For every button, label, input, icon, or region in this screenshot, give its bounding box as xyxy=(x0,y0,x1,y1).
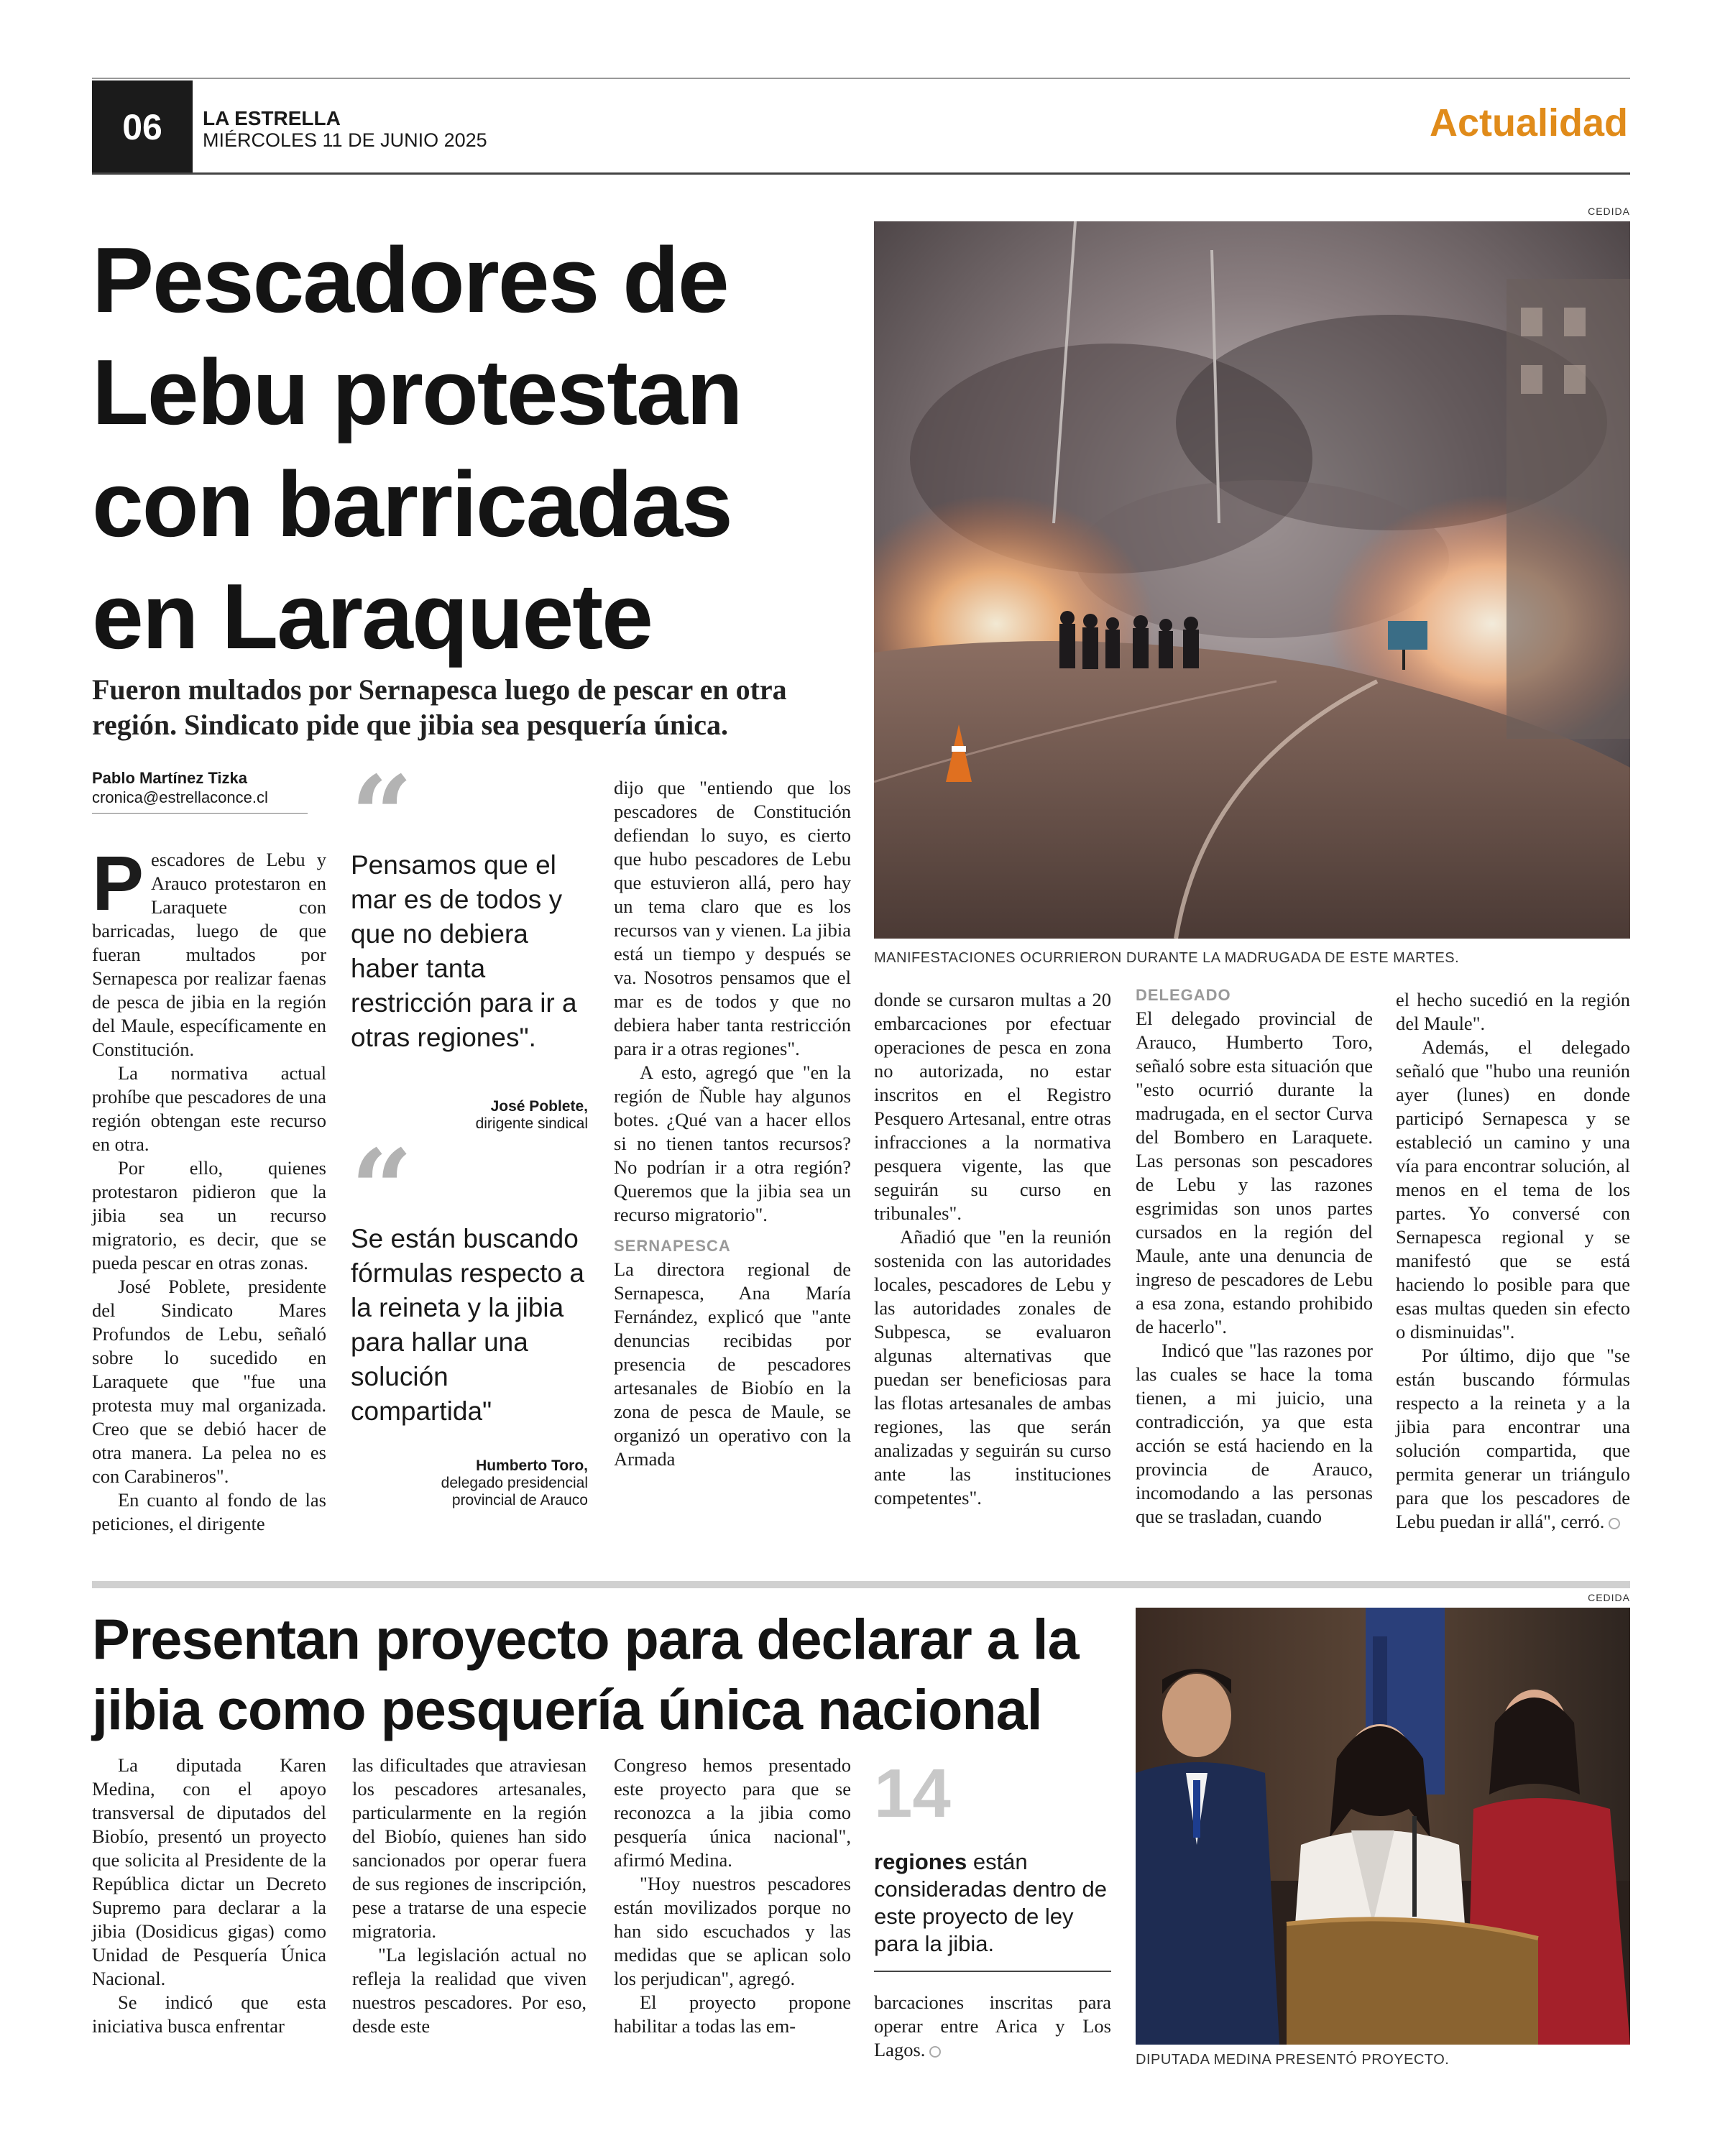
stat-description: regiones están consideradas dentro de este proyecto de ley para la jibia. xyxy=(874,1849,1108,1956)
quote-attribution: José Poblete, dirigente sindical xyxy=(475,1098,588,1132)
article2-column-2: las dificultades que atraviesan los pescadores artesanales, particularmente en la región del Biobío, quienes han sido sancionados por operar fuera de sus regiones de inscripción, pese a tratarse de una especie migratoria. "La legislación actual no refleja la realidad que viven nuestros pescadores. Por eso, desde este xyxy=(352,1754,586,2037)
article1-column-5: DELEGADO El delegado provincial de Arauco, Humberto Toro, señaló sobre esta situación que "esto ocurrió durante la madrugada, en el sector Curva del Bombero en Laraquete. Las personas son pescadores de Lebu y las razones esgrimidas son unos partes cursados en la región del Maule, ante una denuncia de ingreso de pescadores de Lebu a esa zona, estando prohibido de hacerlo". Indicó que "las razones por las cuales se hace la toma tienen, a mi juicio, una contradicción, ya que esta acción se está haciendo en la provincia de Arauco, incomodando a las personas que se trasladan, cuando xyxy=(1136,983,1373,1529)
photo-caption: MANIFESTACIONES OCURRIERON DURANTE LA MADRUGADA DE ESTE MARTES. xyxy=(874,950,1460,966)
deputy-press-photo xyxy=(1136,1608,1630,2045)
publication-date: MIÉRCOLES 11 DE JUNIO 2025 xyxy=(203,129,487,151)
header-bottom-rule xyxy=(92,172,1630,175)
stat-box xyxy=(874,1755,1111,1972)
main-headline: Pescadores de Lebu protestan con barricadas en Laraquete xyxy=(92,229,742,668)
drop-cap: P xyxy=(92,839,144,926)
stat-number: 14 xyxy=(874,1755,951,1832)
photo-credit: CEDIDA xyxy=(1588,206,1630,217)
article2-column-4: barcaciones inscritas para operar entre Arica y Los Lagos. xyxy=(874,1991,1111,2060)
author-email: cronica@estrellaconce.cl xyxy=(92,788,268,806)
quote-mark-icon: “ xyxy=(351,752,413,879)
subsection-heading: DELEGADO xyxy=(1136,986,1231,1004)
quote-text: Se están buscando fórmulas respecto a la reineta y la jibia para hallar una solución compartida" xyxy=(351,1224,584,1426)
quote-text: Pensamos que el mar es de todos y que no debiera haber tanta restricción para ir a otras regiones". xyxy=(351,850,577,1052)
article1-column-3: dijo que "entiendo que los pescadores de Constitución defiendan lo suyo, es cierto que hubo pescadores de Lebu que estuvieron allá, pero hay un tema claro que es los recursos van y vienen. La jibia está un tiempo y después se va. Nosotros pensamos que el mar es de todos y que no debiera haber tanta restricción para ir a otras regiones". A esto, agregó que "en la región de Ñuble hay algunos botes. ¿Qué van a hacer ellos si no tienen tantos recursos? No podrían ir a otra región? Queremos que la jibia sea un recurso migratorio". SERNAPESCA La directora regional de Sernapesca, Ana María Fernández, explicó que "ante denuncias recibidas por presencia de pescadores artesanales de Biobío en la zona de pesca de Maule, se organizó un operativo con la Armada xyxy=(614,777,851,1470)
subsection-heading: SERNAPESCA xyxy=(614,1237,731,1255)
article1-column-6: el hecho sucedió en la región del Maule". Además, el delegado señaló que "hubo una reunión ayer (lunes) en donde participó Sernapesca y se estableció un camino y una vía para encontrar solución, al menos en el tema de los partes. Yo conversé con Sernapesca regional y se manifestó que se está haciendo lo posible para que esas multas queden sin efecto o disminuidas". Por último, dijo que "se están buscando fórmulas respecto a la reineta y a la jibia para encontrar una solución compartida, que permita generar un triángulo para que los pescadores de Lebu puedan ir allá", cerró. xyxy=(1396,989,1630,1532)
pull-quote-2 xyxy=(351,1126,588,1509)
article2-column-3: Congreso hemos presentado este proyecto para que se reconozca a la jibia como pesquería única nacional", afirmó Medina. "Hoy nuestros pescadores están movilizados porque no han sido escuchados y las medidas que se aplican solo los perjudican", agregó. El proyecto propone habilitar a todas las em- xyxy=(614,1754,851,2037)
page-number: 06 xyxy=(92,80,193,174)
article1-column-1: Pescadores de Lebu y Arauco protestaron en Laraquete con barricadas, luego de que fueran multados por Sernapesca por realizar faenas de pesca de jibia en la región del Maule, específicamente en Constitución. La normativa actual prohíbe que pescadores de una región obtengan este recurso en otra. Por ello, quienes protestaron pidieron que la jibia sea un recurso migratorio, es decir, que se pueda pescar en otras zonas. José Poblete, presidente del Sindicato Mares Profundos de Lebu, señaló sobre lo sucedido en Laraquete que "fue una protesta muy mal organizada. Creo que se debió hacer de otra manera. La pelea no es con Carabineros". En cuanto al fondo de las peticiones, el dirigente xyxy=(92,839,326,1534)
author-name: Pablo Martínez Tizka xyxy=(92,769,247,787)
press-conference-illustration xyxy=(1136,1608,1630,2045)
article-divider xyxy=(92,1581,1630,1588)
stat-rule xyxy=(874,1971,1111,1972)
pull-quote-1 xyxy=(351,752,588,1133)
byline-rule xyxy=(92,813,308,814)
section-title: Actualidad xyxy=(1429,101,1628,144)
subheadline: Fueron multados por Sernapesca luego de pescar en otra región. Sindicato pide que jibia sea pesquería única. xyxy=(92,673,787,741)
article1-column-4: donde se cursaron multas a 20 embarcaciones por efectuar operaciones de pesca en zona no autorizada, no estar inscritos en el Registro Pesquero Artesanal, entre otras infracciones a la normativa pesquera vigente, las que seguirán su curso en tribunales". Añadió que "en la reunión sostenida con las autoridades locales, pescadores de Lebu y las autoridades zonales de Subpesca, se evaluaron algunas alternativas que puedan ser beneficiosas para las flotas artesanales de ambas regiones, las que serán analizadas y seguirán su curso ante las instituciones competentes". xyxy=(874,989,1111,1508)
article2-headline: Presentan proyecto para declarar a la jibia como pesquería única nacional xyxy=(92,1607,1079,1741)
end-mark-icon xyxy=(1609,1518,1620,1529)
publication-name: LA ESTRELLA xyxy=(203,107,341,129)
barricade-protest-illustration xyxy=(874,221,1630,939)
end-mark-icon xyxy=(929,2046,941,2058)
quote-attribution: Humberto Toro, delegado presidencial provincial de Arauco xyxy=(441,1457,588,1508)
quote-mark-icon: “ xyxy=(351,1126,413,1253)
photo-caption: DIPUTADA MEDINA PRESENTÓ PROYECTO. xyxy=(1136,2052,1450,2068)
barricade-protest-photo xyxy=(874,221,1630,939)
article2-column-1: La diputada Karen Medina, con el apoyo transversal de diputados del Biobío, presentó un proyecto que solicita al Presidente de la República dictar un Decreto Supremo para declarar a la jibia (Dosidicus gigas) como Unidad de Pesquería Única Nacional. Se indicó que esta iniciativa busca enfrentar xyxy=(92,1754,326,2037)
photo-credit: CEDIDA xyxy=(1588,1592,1630,1603)
header-top-rule xyxy=(92,78,1630,79)
